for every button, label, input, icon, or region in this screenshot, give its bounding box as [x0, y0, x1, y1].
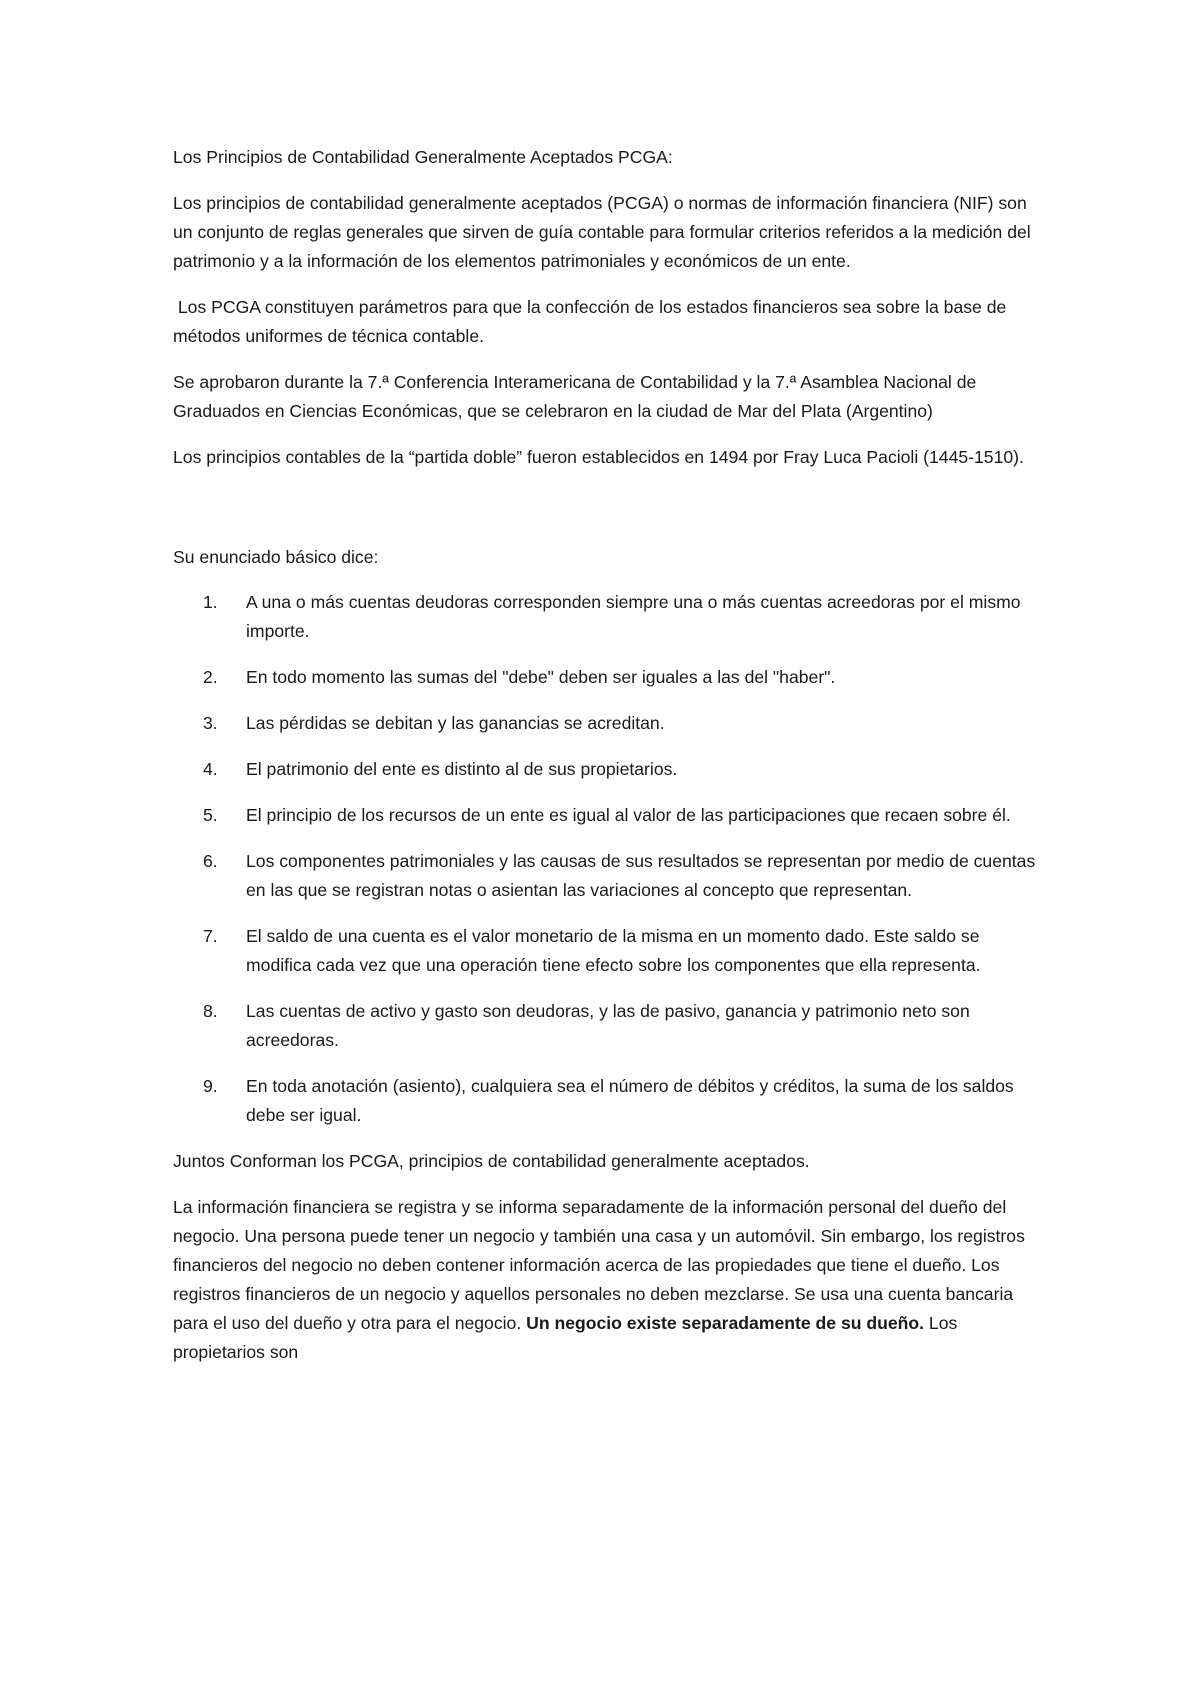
- list-item: [173, 755, 1043, 784]
- list-intro: Su enunciado básico dice:: [173, 547, 379, 567]
- list-item: [173, 663, 1043, 692]
- list-item-number: 4.: [203, 759, 218, 779]
- list-item: [173, 588, 1043, 646]
- list-item: [173, 709, 1043, 738]
- list-item-text: Las pérdidas se debitan y las ganancias se acreditan.: [246, 713, 665, 733]
- document-body: [173, 143, 1043, 1384]
- list-item-number: 8.: [203, 1001, 218, 1021]
- paragraph-definition: Los principios de contabilidad generalmente aceptados (PCGA) o normas de información financiera (NIF) son un conjunto de reglas generales que sirven de guía contable para formular criterios referidos a la medición del patrimonio y a la información de los elementos patrimoniales y económicos de un ente.: [173, 193, 1031, 271]
- list-item: [173, 922, 1043, 980]
- list-item-number: 7.: [203, 926, 218, 946]
- list-item-number: 5.: [203, 805, 218, 825]
- summary-paragraph: Juntos Conforman los PCGA, principios de contabilidad generalmente aceptados.: [173, 1151, 810, 1171]
- list-item: [173, 847, 1043, 905]
- paragraph-parameters: Los PCGA constituyen parámetros para que la confección de los estados financieros sea sobre la base de métodos uniformes de técnica contable.: [173, 297, 1012, 346]
- paragraph-approval: Se aprobaron durante la 7.ª Conferencia Interamericana de Contabilidad y la 7.ª Asamblea Nacional de Graduados en Ciencias Económicas, que se celebraron en la ciudad de Mar del Plata (Argentino): [173, 372, 977, 421]
- list-item-text: El patrimonio del ente es distinto al de sus propietarios.: [246, 759, 678, 779]
- paragraph-double-entry: Los principios contables de la “partida doble” fueron establecidos en 1494 por Fray Luca Pacioli (1445-1510).: [173, 447, 1024, 467]
- paragraph-separation: [173, 1193, 1043, 1367]
- list-item-number: 6.: [203, 851, 218, 871]
- list-item-number: 2.: [203, 667, 218, 687]
- paragraph-text-end: Los propietarios son: [173, 1313, 963, 1362]
- principles-list: [173, 588, 1043, 1130]
- list-item-number: 3.: [203, 713, 218, 733]
- list-item-text: El saldo de una cuenta es el valor monetario de la misma en un momento dado. Este saldo se modifica cada vez que una operación tiene efecto sobre los componentes que ella representa.: [246, 926, 981, 975]
- list-item-number: 9.: [203, 1076, 218, 1096]
- list-item-text: En todo momento las sumas del "debe" deben ser iguales a las del "haber".: [246, 667, 836, 687]
- list-item-text: El principio de los recursos de un ente es igual al valor de las participaciones que recaen sobre él.: [246, 805, 1011, 825]
- list-item: [173, 997, 1043, 1055]
- list-item: [173, 801, 1043, 830]
- paragraph-text-start: La información financiera se registra y se informa separadamente de la información personal del dueño del negocio. Una persona puede tener un negocio y también una casa y un automóvil. Sin embargo, los registros financieros del negocio no deben contener información acerca de las propiedades que tiene el dueño. Los registros financieros de un negocio y aquellos personales no deben mezclarse. Se usa una cuenta bancaria para el uso del dueño y otra para el negocio.: [173, 1197, 1030, 1333]
- document-heading: Los Principios de Contabilidad Generalmente Aceptados PCGA:: [173, 147, 673, 167]
- paragraph-bold-emphasis: Un negocio existe separadamente de su dueño.: [526, 1313, 925, 1333]
- list-item-text: Las cuentas de activo y gasto son deudoras, y las de pasivo, ganancia y patrimonio neto son acreedoras.: [246, 1001, 970, 1050]
- list-item-text: A una o más cuentas deudoras corresponden siempre una o más cuentas acreedoras por el mismo importe.: [246, 592, 1021, 641]
- list-item-text: En toda anotación (asiento), cualquiera sea el número de débitos y créditos, la suma de los saldos debe ser igual.: [246, 1076, 1014, 1125]
- list-item-number: 1.: [203, 592, 218, 612]
- list-item-text: Los componentes patrimoniales y las causas de sus resultados se representan por medio de cuentas en las que se registran notas o asientan las variaciones al concepto que representan.: [246, 851, 1036, 900]
- list-item: [173, 1072, 1043, 1130]
